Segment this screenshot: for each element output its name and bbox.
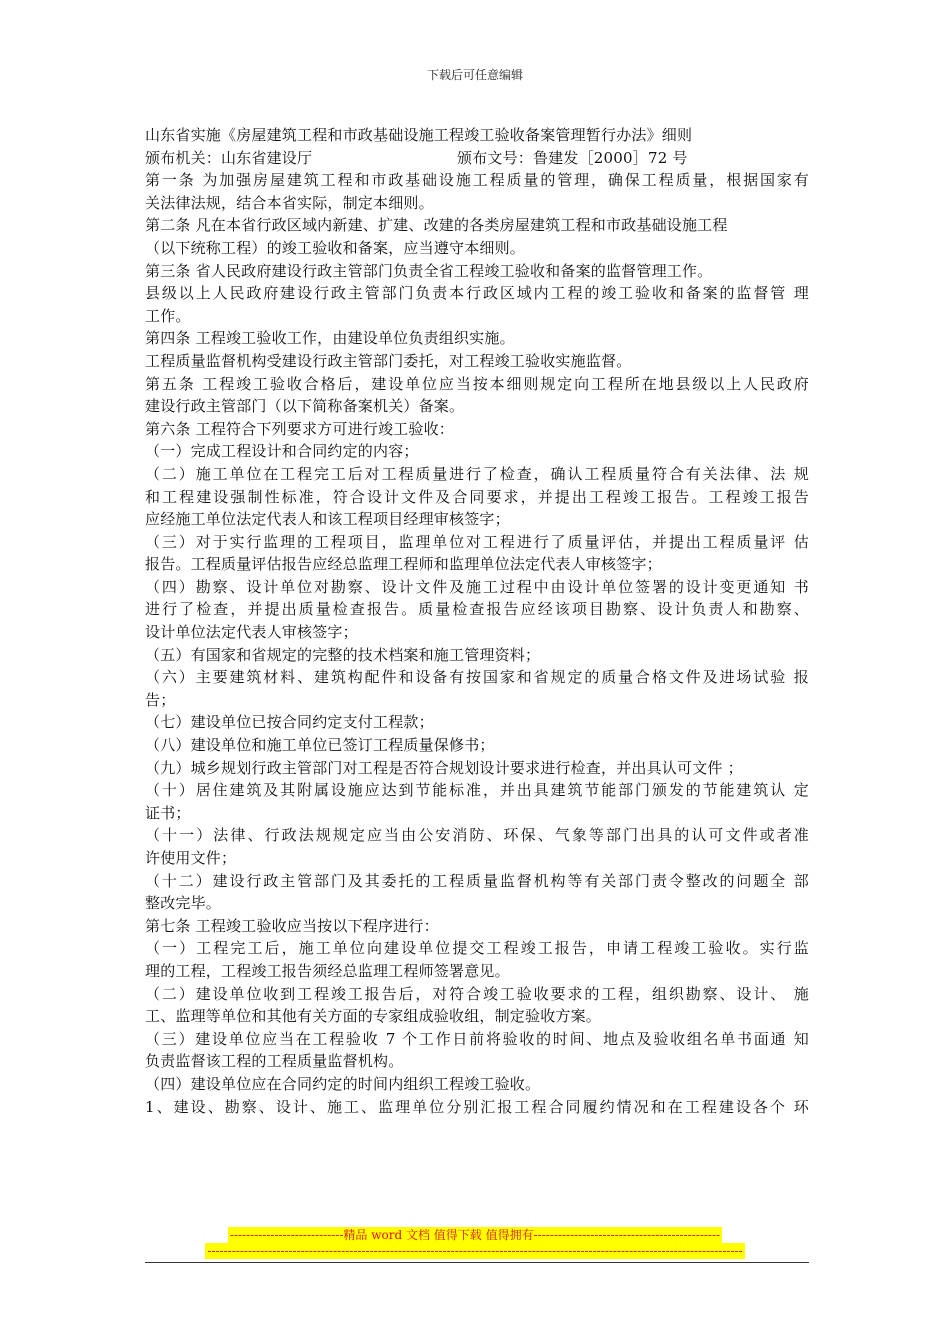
body-line: 县级以上人民政府建设行政主管部门负责本行政区域内工程的竣工验收和备案的监督管 理	[145, 284, 809, 303]
body-line: （十一）法律、行政法规规定应当由公安消防、环保、气象等部门出具的认可文件或者准	[145, 826, 809, 845]
body-line: 第一条 为加强房屋建筑工程和市政基础设施工程质量的管理，确保工程质量，根据国家有	[145, 171, 809, 190]
body-line: 工作。	[145, 306, 191, 325]
body-line: 建设行政主管部门（以下简称备案机关）备案。	[145, 397, 465, 416]
body-line: （六）主要建筑材料、建筑构配件和设备有按国家和省规定的质量合格文件及进场试验 报	[145, 668, 809, 687]
body-line: 第七条 工程竣工验收应当按以下程序进行：	[145, 916, 439, 935]
body-line: 第三条 省人民政府建设行政主管部门负责全省工程竣工验收和备案的监督管理工作。	[145, 261, 713, 280]
body-line: 报告。工程质量评估报告应经总监理工程师和监理单位法定代表人审核签字；	[145, 555, 662, 574]
document-meta	[145, 147, 809, 170]
body-line: （二）建设单位收到工程竣工报告后，对符合竣工验收要求的工程，组织勘察、设计、 施	[145, 984, 809, 1003]
body-line: 设计单位法定代表人审核签字；	[145, 623, 358, 642]
body-line: 第二条 凡在本省行政区域内新建、扩建、改建的各类房屋建筑工程和市政基础设施工程	[145, 216, 728, 235]
body-line: （二）施工单位在工程完工后对工程质量进行了检查，确认工程质量符合有关法律、法 规	[145, 464, 809, 483]
body-line: （以下统称工程）的竣工验收和备案，应当遵守本细则。	[145, 238, 526, 257]
body-line: （三）建设单位应当在工程验收 7 个工作日前将验收的时间、地点及验收组名单书面通 知	[145, 1029, 809, 1048]
body-line: 工程质量监督机构受建设行政主管部门委托，对工程竣工验收实施监督。	[145, 351, 632, 370]
body-line: 第五条 工程竣工验收合格后，建设单位应当按本细则规定向工程所在地县级以上人民政府	[145, 374, 809, 393]
body-line: 工、监理等单位和其他有关方面的专家组成验收组，制定验收方案。	[145, 1007, 602, 1026]
body-line: （七）建设单位已按合同约定支付工程款；	[145, 713, 434, 732]
body-lines	[145, 169, 809, 1118]
footer-banner	[0, 1227, 950, 1259]
issuing-authority: 颁布机关：山东省建设厅	[145, 148, 313, 167]
body-line: 第六条 工程符合下列要求方可进行竣工验收：	[145, 419, 454, 438]
footer-rule	[145, 1262, 809, 1263]
body-line: 许使用文件；	[145, 849, 237, 867]
body-line: （一）完成工程设计和合同约定的内容；	[145, 442, 419, 461]
body-line: 1、建设、勘察、设计、施工、监理单位分别汇报工程合同履约情况和在工程建设各个 环	[145, 1097, 809, 1116]
body-line: 应经施工单位法定代表人和该工程项目经理审核签字；	[145, 510, 510, 529]
body-line: 负责监督该工程的工程质量监督机构。	[145, 1052, 404, 1071]
body-line: 关法律法规，结合本省实际，制定本细则。	[145, 193, 434, 212]
document-body	[145, 124, 809, 1118]
body-line: （四）建设单位应在合同约定的时间内组织工程竣工验收。	[145, 1074, 541, 1093]
footer-banner-line-1: ----------------------------精品 word 文档 值得下载 值得拥有----------------------------------------------	[229, 1228, 721, 1242]
body-line: 告；	[145, 690, 176, 709]
body-line: （一）工程完工后，施工单位向建设单位提交工程竣工报告，申请工程竣工验收。实行监	[145, 939, 809, 958]
body-line: （五）有国家和省规定的完整的技术档案和施工管理资料；	[145, 645, 541, 664]
body-line: （四）勘察、设计单位对勘察、设计文件及施工过程中由设计单位签署的设计变更通知 书	[145, 577, 809, 596]
body-line: 第四条 工程竣工验收工作，由建设单位负责组织实施。	[145, 329, 515, 348]
body-line: （十二）建设行政主管部门及其委托的工程质量监督机构等有关部门责令整改的问题全 部	[145, 871, 809, 890]
body-line: 和工程建设强制性标准，符合设计文件及合同要求，并提出工程竣工报告。工程竣工报告	[145, 487, 809, 506]
footer-banner-line-2: ------------------------------------------------------------------------------------------------------------------------------------	[207, 1244, 743, 1258]
document-title: 山东省实施《房屋建筑工程和市政基础设施工程竣工验收备案管理暂行办法》细则	[145, 126, 693, 144]
body-line: （十）居住建筑及其附属设施应达到节能标准，并出具建筑节能部门颁发的节能建筑认 定	[145, 781, 809, 800]
body-line: 进行了检查，并提出质量检查报告。质量检查报告应经该项目勘察、设计负责人和勘察、	[145, 600, 809, 619]
page-header: 下载后可任意编辑	[426, 68, 523, 82]
document-number: 颁布文号：鲁建发［2000］72 号	[457, 148, 688, 167]
body-line: 证书；	[145, 803, 191, 822]
body-line: （九）城乡规划行政主管部门对工程是否符合规划设计要求进行检查，并出具认可文件 ；	[145, 758, 743, 777]
body-line: （三）对于实行监理的工程项目，监理单位对工程进行了质量评估，并提出工程质量评 估	[145, 532, 809, 551]
body-line: （八）建设单位和施工单位已签订工程质量保修书；	[145, 736, 495, 755]
body-line: 整改完毕。	[145, 894, 222, 913]
body-line: 理的工程，工程竣工报告须经总监理工程师签署意见。	[145, 961, 510, 980]
